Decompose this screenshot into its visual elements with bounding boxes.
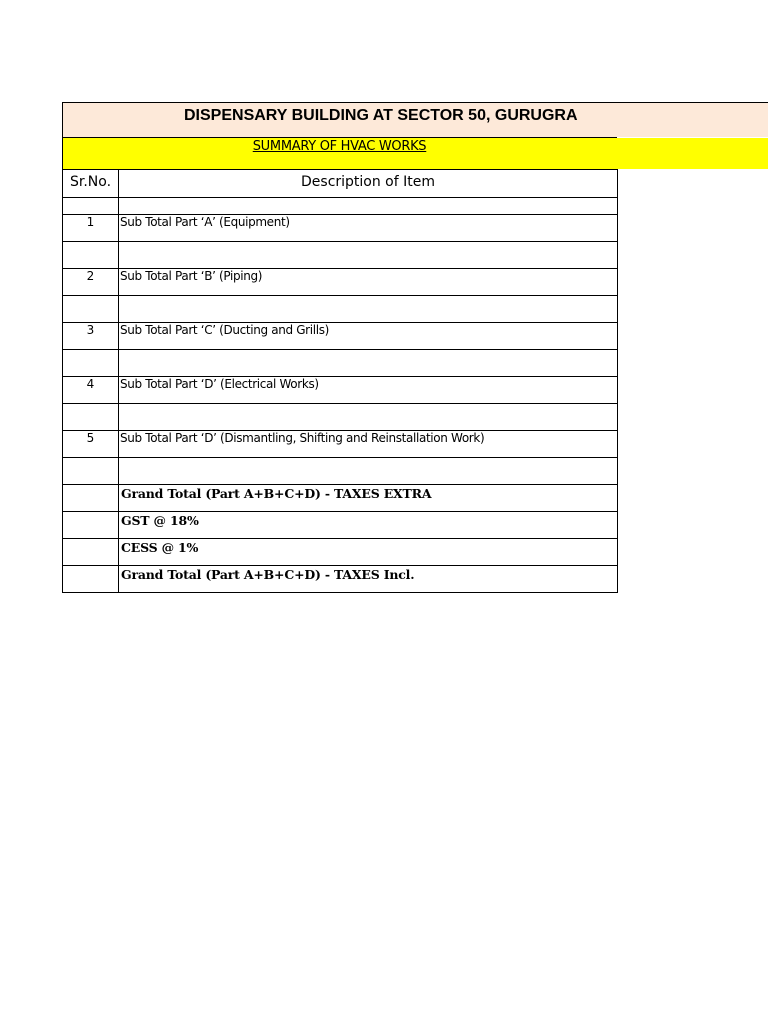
grand-total-taxes-extra-cell[interactable]: Grand Total (Part A+B+C+D) - TAXES EXTRA bbox=[119, 485, 618, 512]
description-cell[interactable]: Sub Total Part ‘B’ (Piping) bbox=[119, 269, 618, 296]
sr-no-cell[interactable]: 2 bbox=[63, 269, 119, 296]
table-row bbox=[63, 269, 618, 296]
cess-cell[interactable]: CESS @ 1% bbox=[119, 539, 618, 566]
column-header-description: Description of Item bbox=[119, 170, 618, 198]
table-row bbox=[63, 242, 618, 269]
table-cell[interactable] bbox=[63, 512, 119, 539]
table-cell[interactable] bbox=[119, 198, 618, 215]
sr-no-cell[interactable]: 4 bbox=[63, 377, 119, 404]
table-row bbox=[63, 431, 618, 458]
table-cell[interactable] bbox=[119, 404, 618, 431]
table-row bbox=[63, 566, 618, 593]
table-cell[interactable] bbox=[119, 350, 618, 377]
table-cell[interactable] bbox=[63, 242, 119, 269]
table-row bbox=[63, 350, 618, 377]
sr-no-cell[interactable]: 1 bbox=[63, 215, 119, 242]
column-header-sr-no: Sr.No. bbox=[63, 170, 119, 198]
table-row bbox=[63, 485, 618, 512]
table-row bbox=[63, 198, 618, 215]
table-row bbox=[63, 539, 618, 566]
table-row bbox=[63, 512, 618, 539]
table-cell[interactable] bbox=[63, 198, 119, 215]
table-cell[interactable] bbox=[63, 458, 119, 485]
table-row bbox=[63, 296, 618, 323]
table-row bbox=[63, 404, 618, 431]
table-row bbox=[63, 458, 618, 485]
description-cell[interactable]: Sub Total Part ‘D’ (Electrical Works) bbox=[119, 377, 618, 404]
table-cell[interactable] bbox=[63, 296, 119, 323]
table-row bbox=[63, 377, 618, 404]
grand-total-taxes-incl-cell[interactable]: Grand Total (Part A+B+C+D) - TAXES Incl. bbox=[119, 566, 618, 593]
page-subtitle: SUMMARY OF HVAC WORKS bbox=[252, 139, 427, 154]
page-title: DISPENSARY BUILDING AT SECTOR 50, GURUGRA bbox=[184, 107, 578, 124]
table-cell[interactable] bbox=[63, 566, 119, 593]
description-cell[interactable]: Sub Total Part ‘D’ (Dismantling, Shifting and Reinstallation Work) bbox=[119, 431, 618, 458]
sr-no-cell[interactable]: 5 bbox=[63, 431, 119, 458]
table-cell[interactable] bbox=[119, 458, 618, 485]
table-cell[interactable] bbox=[63, 485, 119, 512]
table-row bbox=[63, 323, 618, 350]
sr-no-cell[interactable]: 3 bbox=[63, 323, 119, 350]
gst-cell[interactable]: GST @ 18% bbox=[119, 512, 618, 539]
table-cell[interactable] bbox=[119, 242, 618, 269]
table-cell[interactable] bbox=[63, 539, 119, 566]
table-cell[interactable] bbox=[63, 404, 119, 431]
table-cell[interactable] bbox=[63, 350, 119, 377]
table-header-row bbox=[63, 170, 618, 198]
description-cell[interactable]: Sub Total Part ‘C’ (Ducting and Grills) bbox=[119, 323, 618, 350]
summary-table bbox=[62, 169, 618, 593]
table-row bbox=[63, 215, 618, 242]
description-cell[interactable]: Sub Total Part ‘A’ (Equipment) bbox=[119, 215, 618, 242]
table-cell[interactable] bbox=[119, 296, 618, 323]
